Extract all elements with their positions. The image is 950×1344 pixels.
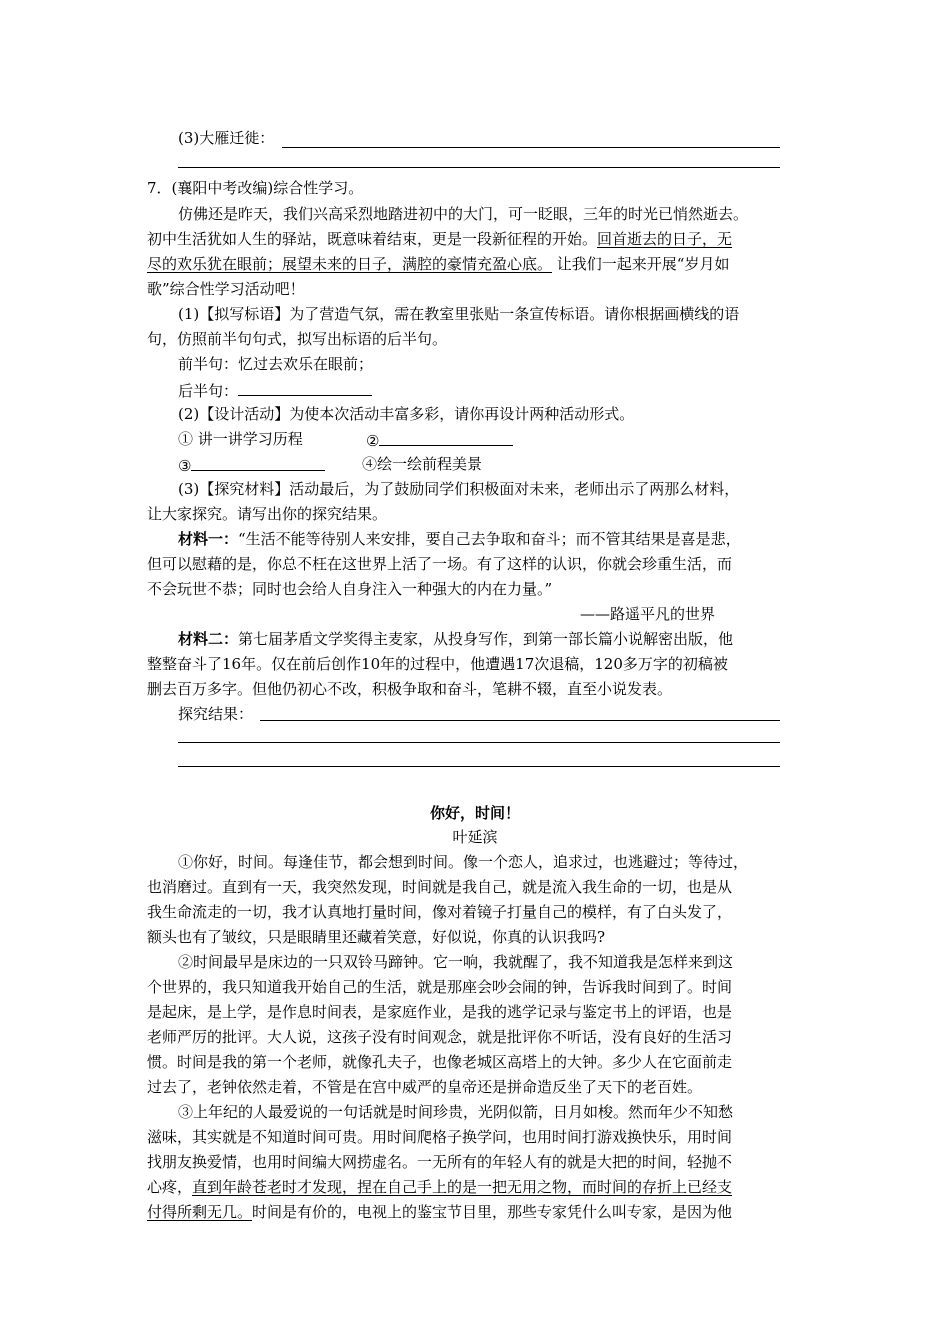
material-2: 整整奋斗了16年。仅在前后创作10年的过程中，他遭遇17次退稿，120多万字的初稿被 (147, 655, 728, 673)
q7-part1-first-half: 前半句：忆过去欢乐在眼前； (178, 355, 374, 373)
q7-part1-second-half (178, 379, 372, 401)
material-1: 但可以慰藉的是，你总不枉在这世界上活了一场。有了这样的认识，你就会珍重生活，而 (147, 555, 733, 573)
text: 老师严厉的批评。大人说，这孩子没有时间观念，就是批评你不听话，没有良好的生活习 (147, 1028, 733, 1046)
para2-line (147, 1027, 807, 1047)
activity-4: ④绘一绘前程美景 (362, 455, 483, 473)
material-label: 材料一： (178, 530, 239, 548)
text: 找朋友换爱情，也用时间编大网捞虚名。一无所有的年轻人有的就是大把的时间，轻抛不 (147, 1153, 733, 1171)
underlined-text: 回首逝去的日子，无 (597, 230, 733, 248)
text: 初中生活犹如人生的驿站，既意味着结束，更是一段新征程的开始。 (147, 230, 598, 248)
text: 第七届茅盾文学奖得主麦家，从投身写作，到第一部长篇小说解密出版，他 (238, 630, 734, 648)
article-title: 你好，时间！ (429, 804, 520, 822)
activity-1: ① 讲一讲学习历程 (178, 430, 303, 448)
label: 后半句： (178, 382, 239, 400)
label: ③ (178, 457, 192, 475)
text: ③上年纪的人最爱说的一句话就是时间珍贵，光阴似箭，日月如梭。然而年少不知愁 (178, 1103, 734, 1121)
text: 滋味，其实就是不知道时间可贵。用时间爬格子换学问，也用时间打游戏换快乐，用时间 (147, 1128, 733, 1146)
para1-line (147, 902, 807, 922)
material-label: 材料二： (178, 630, 239, 648)
answer-line[interactable] (282, 147, 780, 148)
underlined-text: 尽的欢乐犹在眼前；展望未来的日子，满腔的豪情充盈心底。 (147, 255, 553, 273)
para3-line (147, 1177, 732, 1197)
activity-3 (178, 454, 325, 476)
text: ②时间最早是床边的一只双铃马蹄钟。它一响，我就醒了，我不知道我是怎样来到这 (178, 953, 734, 971)
text: 惯。时间是我的第一个老师，就像孔夫子，也像老城区高塔上的大钟。多少人在它面前走 (147, 1053, 733, 1071)
text: 也消磨过。直到有一天，我突然发现，时间就是我自己，就是流入我生命的一切，也是从 (147, 878, 733, 896)
text: 仿佛还是昨天，我们兴高采烈地踏进初中的大门，可一眨眼，三年的时光已悄然逝去。 (178, 205, 749, 223)
q6-item3-label: (3)大雁迁徙： (178, 129, 275, 147)
q7-part1: 句，仿照前半句句式，拟写出标语的后半句。 (147, 330, 448, 348)
para3-line (178, 1102, 804, 1122)
answer-line[interactable] (178, 167, 780, 168)
answer-line[interactable] (260, 720, 780, 721)
para1-line (147, 877, 807, 897)
text: 个世界的，我只知道我开始自己的生活，就是那座会吵会闹的钟，告诉我时间到了。时间 (147, 978, 733, 996)
q7-intro-line (147, 254, 729, 274)
text: ①你好，时间。每逢佳节，都会想到时间。像一个恋人，追求过，也逃避过；等待过， (178, 853, 749, 871)
q7-part3: (3)【探究材料】活动最后，为了鼓励同学们积极面对未来，老师出示了两那么材料， (178, 480, 740, 498)
para1-line (178, 852, 814, 872)
underlined-text: 直到年龄苍老时才发现，捏在自己手上的是一把无用之物，而时间的存折上已经支 (192, 1178, 733, 1196)
q7-intro-line: 歌”综合性学习活动吧！ (147, 280, 305, 298)
para2-line (147, 1052, 807, 1072)
material-2: 删去百万多字。但他仍初心不改，积极争取和奋斗，笔耕不辍，直至小说发表。 (147, 680, 673, 698)
text: 我生命流走的一切，我才认真地打量时间，像对着镜子打量自己的模样，有了白头发了， (147, 903, 733, 921)
q7-part2: (2)【设计活动】为使本次活动丰富多彩，请你再设计两种活动形式。 (178, 405, 635, 423)
para2-line (178, 952, 804, 972)
q7-part3: 让大家探究。请写出你的探究结果。 (147, 505, 388, 523)
underlined-text: 付得所剩无几。 (147, 1203, 253, 1221)
label: ② (366, 432, 380, 450)
answer-blank[interactable] (238, 379, 372, 396)
text: “生活不能等待别人来安排，要自己去争取和奋斗；而不管其结果是喜是悲， (238, 530, 741, 548)
answer-blank[interactable] (191, 454, 325, 471)
article-author: 叶延滨 (452, 828, 498, 846)
para3-line (147, 1152, 807, 1172)
para3-line (147, 1202, 732, 1222)
activity-2 (366, 429, 513, 451)
result-label: 探究结果： (178, 705, 254, 723)
text: 心疼， (147, 1178, 193, 1196)
q7-intro-line (178, 204, 814, 224)
text: 是起床，是上学，是作息时间表，是家庭作业，是我的逃学记录与鉴定书上的评语，也是 (147, 1003, 733, 1021)
answer-blank[interactable] (379, 429, 513, 446)
text: 时间是有价的，电视上的鉴宝节目里，那些专家凭什么叫专家，是因为他 (252, 1203, 733, 1221)
material-2 (178, 629, 733, 649)
question-7-heading: 7．(襄阳中考改编)综合性学习。 (147, 179, 364, 197)
q7-part1: (1)【拟写标语】为了营造气氛，需在教室里张贴一条宣传标语。请你根据画横线的语 (178, 305, 740, 323)
q7-intro-line (147, 229, 732, 249)
para2-line: 过去了，老钟依然走着，不管是在宫中威严的皇帝还是拼命造反坐了天下的老百姓。 (147, 1078, 703, 1096)
para2-line (147, 1002, 807, 1022)
text: 让我们一起来开展“岁月如 (556, 255, 730, 273)
para1-line: 额头也有了皱纹，只是眼睛里还藏着笑意，好似说，你真的认识我吗? (147, 928, 606, 946)
answer-line[interactable] (178, 766, 780, 767)
material-1 (178, 529, 741, 549)
para3-line (147, 1127, 807, 1147)
para2-line (147, 977, 807, 997)
answer-line[interactable] (178, 742, 780, 743)
material-1-source: ——路遥平凡的世界 (580, 605, 716, 623)
material-1: 不会玩世不恭；同时也会给人自身注入一种强大的内在力量。” (147, 580, 553, 598)
